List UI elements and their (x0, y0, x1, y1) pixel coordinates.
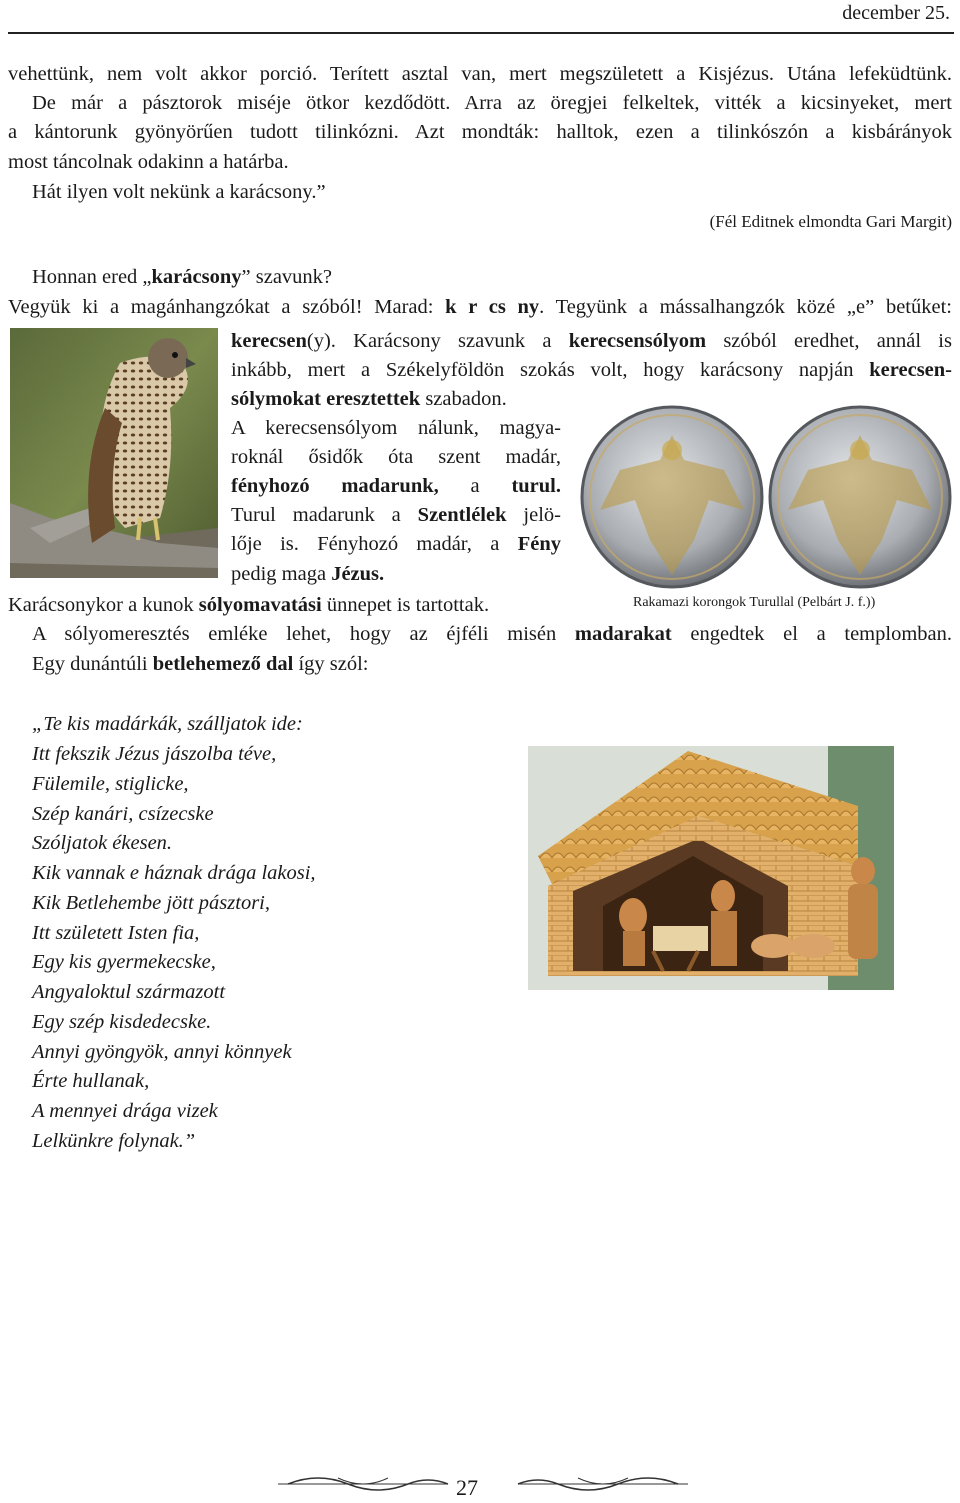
poem-line: Egy szép kisdedecske. (32, 1011, 212, 1033)
intro-line-3: a kántorunk gyönyörűen tudott tilinkózni. Azt mondták: halltok, ezen a tilinkószón a kisbárányok (8, 121, 952, 143)
discs-caption: Rakamazi korongok Turullal (Pelbárt J. f.)) (633, 595, 876, 610)
attribution: (Fél Editnek elmondta Gari Margit) (709, 212, 952, 231)
poem-line: Lelkünkre folynak.” (32, 1130, 196, 1152)
footer-ornament (278, 1470, 688, 1498)
intro-line-5: Hát ilyen volt nekünk a karácsony.” (32, 181, 326, 203)
kerecsen-line-1: kerecsen(y). Karácsony szavunk a kerecsensólyom szóból eredhet, annál is (231, 330, 952, 352)
poem-line: Annyi gyöngyök, annyi könnyek (32, 1041, 292, 1063)
poem-line: A mennyei drága vizek (32, 1100, 218, 1122)
poem-line: Érte hullanak, (32, 1070, 150, 1092)
kunok-line: Karácsonykor a kunok sólyomavatási ünnepet is tartottak. (8, 594, 490, 616)
poem-line: Kik vannak e háznak drága lakosi, (32, 862, 316, 884)
kerecsen-line-3: sólymokat eresztettek szabadon. (231, 388, 507, 410)
poem-line: Fülemile, stiglicke, (32, 773, 189, 795)
poem-line: Itt fekszik Jézus jászolba téve, (32, 743, 277, 765)
poem-line: Szóljatok ékesen. (32, 832, 173, 854)
page-number: 27 (456, 1475, 478, 1500)
kerecsen-line-7: Turul madarunk a Szentlélek jelö- (231, 504, 561, 526)
solyom-line: A sólyomeresztés emléke lehet, hogy az éjféli misén madarakat engedtek el a templomban. (32, 623, 952, 645)
poem-line: Kik Betlehembe jött pásztori, (32, 892, 270, 914)
poem-line: „Te kis madárkák, szálljatok ide: (32, 713, 303, 735)
poem-line: Angyaloktul származott (32, 981, 226, 1003)
poem-line: Egy kis gyermekecske, (32, 951, 216, 973)
poem-line: Szép kanári, csízecske (32, 803, 214, 825)
nativity-photo (528, 746, 894, 990)
dal-line: Egy dunántúli betlehemező dal így szól: (32, 653, 369, 675)
kerecsen-line-5: roknál ősidők óta szent madár, (231, 446, 561, 468)
intro-line-4: most táncolnak odakinn a határba. (8, 151, 289, 173)
falcon-photo (10, 328, 218, 578)
rakamaz-discs-image (580, 400, 955, 590)
poem-line: Itt született Isten fia, (32, 922, 200, 944)
intro-line-1: vehettünk, nem volt akkor porció. Terített asztal van, mert megszületett a Kisjézus. Utána lefeküdtünk. (8, 63, 952, 85)
kerecsen-line-2: inkább, mert a Székelyföldön szokás volt, hogy karácsony napján kerecsen- (231, 359, 952, 381)
vowels-line: Vegyük ki a magánhangzókat a szóból! Marad: k r cs ny. Tegyünk a mássalhangzók közé „e” betűket: (8, 296, 952, 318)
intro-line-2: De már a pásztorok miséje ötkor kezdődött. Arra az öregjei felkeltek, vitték a kicsinyeket, mert (32, 92, 952, 114)
question-line: Honnan ered „karácsony” szavunk? (32, 266, 333, 288)
header-rule (8, 32, 954, 34)
kerecsen-line-6: fényhozó madarunk, a turul. (231, 475, 561, 497)
header-date: december 25. (842, 2, 950, 24)
kerecsen-line-4: A kerecsensólyom nálunk, magya- (231, 417, 561, 439)
kerecsen-line-8: lője is. Fényhozó madár, a Fény (231, 533, 561, 555)
kerecsen-line-9: pedig maga Jézus. (231, 563, 385, 585)
